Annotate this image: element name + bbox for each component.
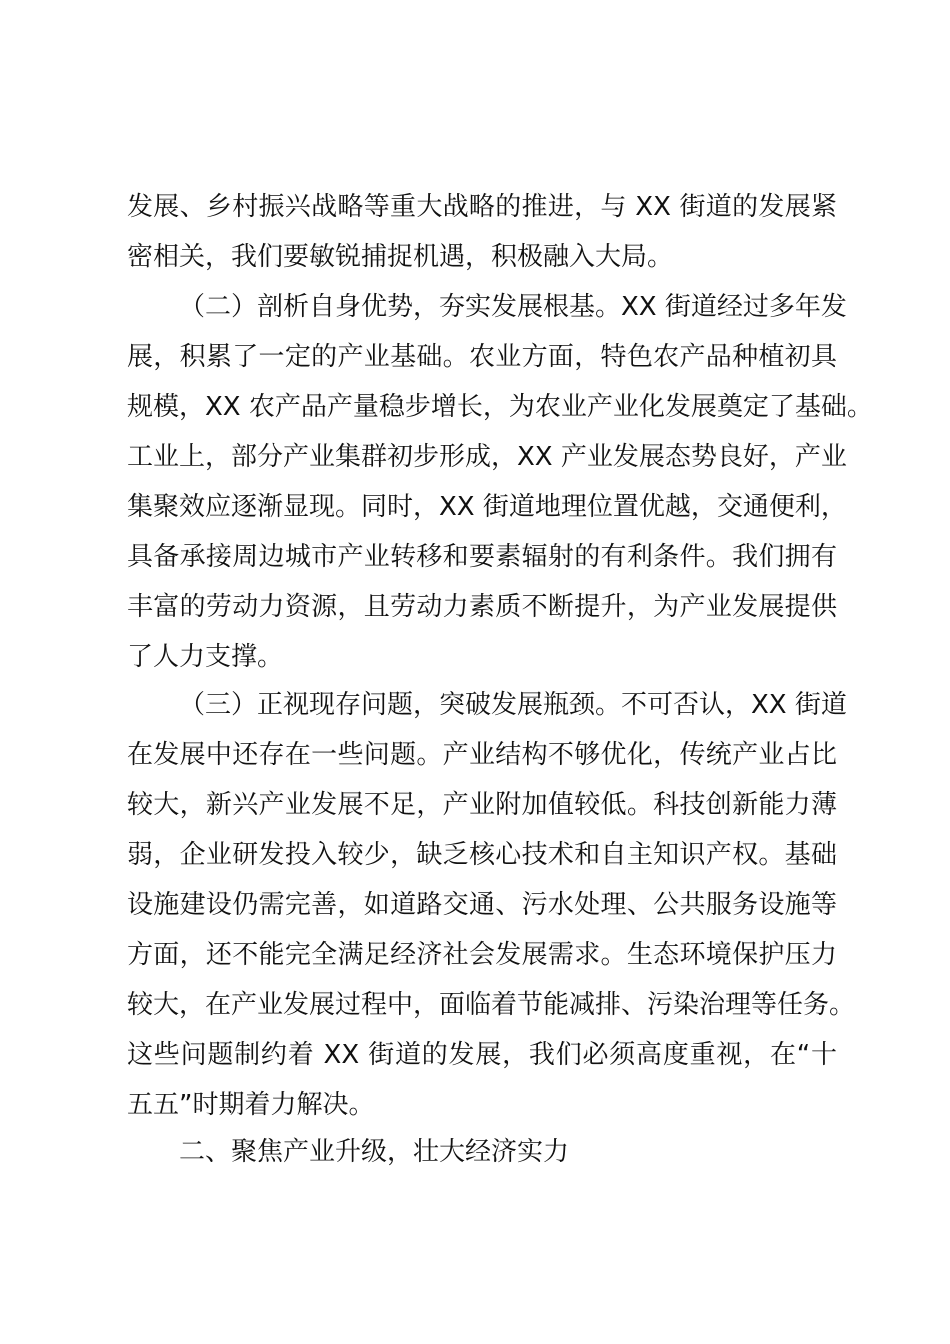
section-heading [127,1127,837,1177]
text-line: 发展、乡村振兴战略等重大战略的推进，与 XX 街道的发展紧 [127,192,837,222]
section-heading-text: 二、聚焦产业升级，壮大经济实力 [179,1137,570,1167]
text-line: 方面，还不能完全满足经济社会发展需求。生态环境保护压力 [127,940,837,970]
text-line: 设施建设仍需完善，如道路交通、污水处理、公共服务设施等 [127,890,837,920]
text-line: 弱，企业研发投入较少，缺乏核心技术和自主知识产权。基础 [127,840,837,870]
text-line: 这些问题制约着 XX 街道的发展，我们必须高度重视，在“十 [127,1040,837,1070]
text-line: （二）剖析自身优势，夯实发展根基。XX 街道经过多年发 [179,292,847,322]
text-line: 五五”时期着力解决。 [127,1090,375,1120]
text-line: 密相关，我们要敏锐捕捉机遇，积极融入大局。 [127,242,674,272]
text-line: 具备承接周边城市产业转移和要素辐射的有利条件。我们拥有 [127,542,837,572]
text-line: 了人力支撑。 [127,642,284,672]
paragraph-3 [127,680,856,1130]
paragraph-2 [127,282,873,682]
text-line: 规模，XX 农产品产量稳步增长，为农业产业化发展奠定了基础。 [127,392,873,422]
text-line: （三）正视现存问题，突破发展瓶颈。不可否认，XX 街道 [179,690,847,720]
text-line: 工业上，部分产业集群初步形成，XX 产业发展态势良好，产业 [127,442,847,472]
text-line: 较大，在产业发展过程中，面临着节能减排、污染治理等任务。 [127,990,856,1020]
text-line: 丰富的劳动力资源，且劳动力素质不断提升，为产业发展提供 [127,592,837,622]
text-line: 集聚效应逐渐显现。同时，XX 街道地理位置优越，交通便利， [127,492,847,522]
text-line: 展，积累了一定的产业基础。农业方面，特色农产品种植初具 [127,342,837,372]
text-line: 在发展中还存在一些问题。产业结构不够优化，传统产业占比 [127,740,837,770]
text-line: 较大，新兴产业发展不足，产业附加值较低。科技创新能力薄 [127,790,837,820]
paragraph-1 [127,182,837,282]
